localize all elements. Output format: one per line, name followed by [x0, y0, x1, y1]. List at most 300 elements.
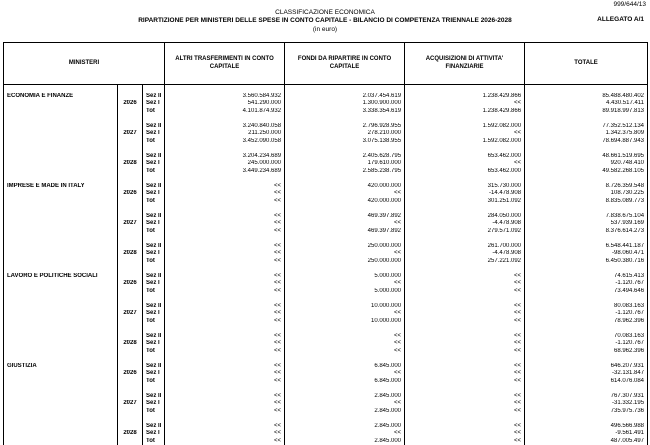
- section-cell: Sez I: [143, 400, 165, 408]
- section-cell: Sez I: [143, 280, 165, 288]
- totale-cell: -98.060.471: [525, 250, 648, 258]
- table-row: [4, 130, 648, 138]
- totale-cell: 537.939.169: [525, 220, 648, 228]
- spacer-cell: [143, 85, 165, 93]
- ministry-name-cell: [4, 370, 118, 378]
- section-cell: Tot: [143, 288, 165, 296]
- altri-trasferimenti-cell: <<: [165, 288, 285, 296]
- fondi-ripartire-cell: <<: [285, 430, 405, 438]
- acquisizioni-cell: <<: [405, 348, 525, 356]
- acquisizioni-cell: <<: [405, 438, 525, 445]
- fondi-ripartire-cell: <<: [285, 333, 405, 341]
- totale-cell: 68.962.396: [525, 348, 648, 356]
- totale-cell: -1.120.767: [525, 340, 648, 348]
- altri-trasferimenti-cell: <<: [165, 183, 285, 191]
- year-cell: [118, 123, 143, 131]
- spacer-cell: [143, 325, 165, 333]
- spacer-cell: [285, 355, 405, 363]
- table-row: [4, 138, 648, 146]
- spacer-cell: [405, 205, 525, 213]
- spacer-row: [4, 415, 648, 423]
- year-cell: [118, 198, 143, 206]
- spacer-cell: [165, 415, 285, 423]
- fondi-ripartire-cell: <<: [285, 340, 405, 348]
- year-cell: [118, 108, 143, 116]
- spacer-cell: [405, 265, 525, 273]
- table-row: [4, 123, 648, 131]
- spacer-cell: [405, 355, 525, 363]
- year-cell: [118, 168, 143, 176]
- spacer-cell: [143, 355, 165, 363]
- section-cell: Sez I: [143, 340, 165, 348]
- spacer-cell: [118, 385, 143, 393]
- table-row: [4, 363, 648, 371]
- spacer-cell: [4, 325, 118, 333]
- section-cell: Tot: [143, 108, 165, 116]
- spacer-cell: [165, 235, 285, 243]
- spacer-cell: [285, 175, 405, 183]
- spacer-cell: [143, 205, 165, 213]
- year-cell: 2026: [118, 370, 143, 378]
- altri-trasferimenti-cell: <<: [165, 363, 285, 371]
- spacer-cell: [285, 415, 405, 423]
- altri-trasferimenti-cell: <<: [165, 310, 285, 318]
- ministry-name-cell: [4, 430, 118, 438]
- ministry-name-cell: [4, 310, 118, 318]
- acquisizioni-cell: <<: [405, 130, 525, 138]
- ministry-name-cell: [4, 250, 118, 258]
- spacer-cell: [285, 325, 405, 333]
- altri-trasferimenti-cell: <<: [165, 213, 285, 221]
- table-row: [4, 303, 648, 311]
- ministry-name-cell: [4, 138, 118, 146]
- totale-cell: -31.332.195: [525, 400, 648, 408]
- year-cell: [118, 213, 143, 221]
- spacer-row: [4, 175, 648, 183]
- totale-cell: 48.661.519.695: [525, 153, 648, 161]
- fondi-ripartire-cell: 2.037.454.619: [285, 93, 405, 101]
- spacer-cell: [118, 115, 143, 123]
- acquisizioni-cell: <<: [405, 333, 525, 341]
- totale-cell: 614.076.084: [525, 378, 648, 386]
- spacer-cell: [405, 175, 525, 183]
- spacer-cell: [118, 175, 143, 183]
- spacer-cell: [405, 415, 525, 423]
- spacer-cell: [4, 415, 118, 423]
- section-cell: Sez I: [143, 370, 165, 378]
- table-row: [4, 250, 648, 258]
- totale-cell: 4.430.517.411: [525, 100, 648, 108]
- spacer-cell: [143, 115, 165, 123]
- spacer-cell: [405, 145, 525, 153]
- totale-cell: 108.730.225: [525, 190, 648, 198]
- altri-trasferimenti-cell: 3.452.090.058: [165, 138, 285, 146]
- year-cell: [118, 153, 143, 161]
- totale-cell: 1.342.375.809: [525, 130, 648, 138]
- acquisizioni-cell: <<: [405, 408, 525, 416]
- year-cell: 2027: [118, 400, 143, 408]
- fondi-ripartire-cell: <<: [285, 310, 405, 318]
- totale-cell: 74.615.413: [525, 273, 648, 281]
- spacer-cell: [405, 385, 525, 393]
- section-cell: Tot: [143, 138, 165, 146]
- spacer-cell: [4, 265, 118, 273]
- altri-trasferimenti-cell: 3.204.234.689: [165, 153, 285, 161]
- table-row: [4, 430, 648, 438]
- acquisizioni-cell: <<: [405, 160, 525, 168]
- document-header: [0, 9, 650, 34]
- year-cell: 2027: [118, 130, 143, 138]
- year-cell: [118, 258, 143, 266]
- ministry-name-cell: [4, 393, 118, 401]
- spacer-cell: [525, 385, 648, 393]
- year-cell: [118, 348, 143, 356]
- fondi-ripartire-cell: 250.000.000: [285, 258, 405, 266]
- table-row: [4, 183, 648, 191]
- table-row: [4, 310, 648, 318]
- altri-trasferimenti-cell: 3.560.584.932: [165, 93, 285, 101]
- spacer-cell: [118, 85, 143, 93]
- fondi-ripartire-cell: <<: [285, 348, 405, 356]
- acquisizioni-cell: <<: [405, 370, 525, 378]
- spacer-cell: [143, 295, 165, 303]
- year-cell: 2028: [118, 430, 143, 438]
- ministry-name-cell: [4, 378, 118, 386]
- acquisizioni-cell: 315.730.000: [405, 183, 525, 191]
- spacer-cell: [118, 355, 143, 363]
- totale-cell: 89.918.997.813: [525, 108, 648, 116]
- section-cell: Sez I: [143, 190, 165, 198]
- spacer-cell: [118, 295, 143, 303]
- section-cell: Sez I: [143, 310, 165, 318]
- altri-trasferimenti-cell: <<: [165, 228, 285, 236]
- ministry-name-cell: [4, 213, 118, 221]
- section-cell: Sez II: [143, 303, 165, 311]
- table-row: [4, 318, 648, 326]
- allegato-label: ALLEGATO A/1: [597, 16, 644, 23]
- fondi-ripartire-cell: <<: [285, 190, 405, 198]
- spacer-cell: [285, 205, 405, 213]
- fondi-ripartire-cell: 1.300.900.000: [285, 100, 405, 108]
- spacer-cell: [525, 295, 648, 303]
- spacer-cell: [143, 235, 165, 243]
- altri-trasferimenti-cell: <<: [165, 393, 285, 401]
- column-header-row: [4, 43, 648, 85]
- spacer-row: [4, 265, 648, 273]
- spacer-cell: [143, 175, 165, 183]
- section-cell: Sez II: [143, 213, 165, 221]
- totale-cell: 487.005.497: [525, 438, 648, 445]
- spacer-row: [4, 385, 648, 393]
- spacer-cell: [165, 355, 285, 363]
- fondi-ripartire-cell: 2.796.928.955: [285, 123, 405, 131]
- table-row: [4, 258, 648, 266]
- acquisizioni-cell: 1.592.082.000: [405, 138, 525, 146]
- col-header-altri-trasferimenti: ALTRI TRASFERIMENTI IN CONTO CAPITALE: [165, 43, 285, 85]
- spacer-cell: [118, 205, 143, 213]
- fondi-ripartire-cell: <<: [285, 400, 405, 408]
- table-row: [4, 423, 648, 431]
- section-cell: Sez II: [143, 243, 165, 251]
- unit-label: (in euro): [0, 26, 650, 34]
- totale-cell: 6.450.380.716: [525, 258, 648, 266]
- year-cell: [118, 378, 143, 386]
- spacer-cell: [143, 385, 165, 393]
- spacer-cell: [4, 115, 118, 123]
- spacer-cell: [143, 145, 165, 153]
- ministry-name-cell: [4, 108, 118, 116]
- table-row: [4, 168, 648, 176]
- acquisizioni-cell: <<: [405, 378, 525, 386]
- ministry-name-cell: [4, 198, 118, 206]
- acquisizioni-cell: -14.478.908: [405, 190, 525, 198]
- totale-cell: 8.726.359.548: [525, 183, 648, 191]
- totale-cell: -1.120.767: [525, 280, 648, 288]
- year-cell: 2027: [118, 220, 143, 228]
- spacer-cell: [165, 145, 285, 153]
- spacer-cell: [405, 85, 525, 93]
- spacer-cell: [525, 175, 648, 183]
- spacer-row: [4, 85, 648, 93]
- acquisizioni-cell: 1.592.082.000: [405, 123, 525, 131]
- altri-trasferimenti-cell: 245.000.000: [165, 160, 285, 168]
- spacer-cell: [118, 265, 143, 273]
- table-row: [4, 348, 648, 356]
- ministry-name-cell: [4, 408, 118, 416]
- section-cell: Sez I: [143, 250, 165, 258]
- ministry-name-cell: GIUSTIZIA: [4, 363, 118, 371]
- spacer-cell: [525, 115, 648, 123]
- col-header-ministeri: MINISTERI: [4, 43, 165, 85]
- fondi-ripartire-cell: 278.210.000: [285, 130, 405, 138]
- spacer-cell: [285, 145, 405, 153]
- spacer-cell: [118, 325, 143, 333]
- section-cell: Sez II: [143, 273, 165, 281]
- spacer-cell: [4, 355, 118, 363]
- totale-cell: 70.083.163: [525, 333, 648, 341]
- year-cell: [118, 243, 143, 251]
- altri-trasferimenti-cell: <<: [165, 190, 285, 198]
- totale-cell: 80.083.163: [525, 303, 648, 311]
- section-cell: Sez II: [143, 153, 165, 161]
- acquisizioni-cell: 261.700.000: [405, 243, 525, 251]
- fondi-ripartire-cell: 2.845.000: [285, 393, 405, 401]
- year-cell: 2026: [118, 190, 143, 198]
- table-row: [4, 108, 648, 116]
- totale-cell: 78.694.887.943: [525, 138, 648, 146]
- table-row: [4, 333, 648, 341]
- fondi-ripartire-cell: 2.405.628.795: [285, 153, 405, 161]
- fondi-ripartire-cell: 420.000.000: [285, 183, 405, 191]
- altri-trasferimenti-cell: <<: [165, 273, 285, 281]
- section-cell: Sez II: [143, 183, 165, 191]
- section-cell: Sez I: [143, 130, 165, 138]
- acquisizioni-cell: -4.478.908: [405, 220, 525, 228]
- spacer-cell: [525, 325, 648, 333]
- spacer-cell: [4, 205, 118, 213]
- altri-trasferimenti-cell: <<: [165, 400, 285, 408]
- section-cell: Tot: [143, 168, 165, 176]
- totale-cell: 920.748.410: [525, 160, 648, 168]
- classification-title: CLASSIFICAZIONE ECONOMICA: [0, 9, 650, 17]
- fondi-ripartire-cell: <<: [285, 370, 405, 378]
- spacer-cell: [405, 325, 525, 333]
- spacer-row: [4, 355, 648, 363]
- col-header-fondi-ripartire: FONDI DA RIPARTIRE IN CONTO CAPITALE: [285, 43, 405, 85]
- spacer-cell: [165, 115, 285, 123]
- spacer-row: [4, 295, 648, 303]
- year-cell: [118, 288, 143, 296]
- totale-cell: 49.582.268.105: [525, 168, 648, 176]
- altri-trasferimenti-cell: <<: [165, 340, 285, 348]
- altri-trasferimenti-cell: <<: [165, 318, 285, 326]
- section-cell: Tot: [143, 228, 165, 236]
- totale-cell: -9.561.491: [525, 430, 648, 438]
- altri-trasferimenti-cell: <<: [165, 333, 285, 341]
- ministry-name-cell: [4, 258, 118, 266]
- spacer-cell: [405, 115, 525, 123]
- spacer-row: [4, 325, 648, 333]
- table-title: RIPARTIZIONE PER MINISTERI DELLE SPESE IN CONTO CAPITALE - BILANCIO DI COMPETENZA TRIENNALE 2026-2028: [0, 17, 650, 25]
- altri-trasferimenti-cell: <<: [165, 408, 285, 416]
- table-row: [4, 160, 648, 168]
- table-row: [4, 198, 648, 206]
- fondi-ripartire-cell: 3.338.354.619: [285, 108, 405, 116]
- acquisizioni-cell: <<: [405, 430, 525, 438]
- acquisizioni-cell: 1.238.429.866: [405, 108, 525, 116]
- year-cell: [118, 333, 143, 341]
- totale-cell: 8.376.614.273: [525, 228, 648, 236]
- spacer-cell: [525, 145, 648, 153]
- totale-cell: 646.207.931: [525, 363, 648, 371]
- spacer-cell: [285, 235, 405, 243]
- table-row: [4, 220, 648, 228]
- acquisizioni-cell: <<: [405, 280, 525, 288]
- spacer-cell: [165, 385, 285, 393]
- ministry-name-cell: [4, 423, 118, 431]
- year-cell: 2028: [118, 160, 143, 168]
- acquisizioni-cell: <<: [405, 363, 525, 371]
- fondi-ripartire-cell: 469.397.892: [285, 228, 405, 236]
- year-cell: [118, 363, 143, 371]
- year-cell: [118, 423, 143, 431]
- totale-cell: 767.307.931: [525, 393, 648, 401]
- section-cell: Tot: [143, 258, 165, 266]
- acquisizioni-cell: <<: [405, 303, 525, 311]
- altri-trasferimenti-cell: 541.290.000: [165, 100, 285, 108]
- acquisizioni-cell: <<: [405, 100, 525, 108]
- totale-cell: 8.835.089.773: [525, 198, 648, 206]
- year-cell: [118, 318, 143, 326]
- section-cell: Tot: [143, 378, 165, 386]
- table-row: [4, 288, 648, 296]
- fondi-ripartire-cell: 10.000.000: [285, 318, 405, 326]
- spacer-cell: [165, 205, 285, 213]
- spacer-cell: [165, 265, 285, 273]
- year-cell: 2026: [118, 100, 143, 108]
- spacer-row: [4, 235, 648, 243]
- fondi-ripartire-cell: 5.000.000: [285, 273, 405, 281]
- altri-trasferimenti-cell: <<: [165, 348, 285, 356]
- table-row: [4, 378, 648, 386]
- table-row: [4, 243, 648, 251]
- table-row: [4, 190, 648, 198]
- spacer-cell: [405, 295, 525, 303]
- spacer-cell: [4, 85, 118, 93]
- spacer-cell: [525, 235, 648, 243]
- totale-cell: 7.838.675.104: [525, 213, 648, 221]
- altri-trasferimenti-cell: <<: [165, 370, 285, 378]
- spacer-cell: [4, 235, 118, 243]
- ministry-name-cell: [4, 153, 118, 161]
- ministry-name-cell: [4, 228, 118, 236]
- acquisizioni-cell: 653.462.000: [405, 153, 525, 161]
- spacer-cell: [285, 115, 405, 123]
- ministry-name-cell: [4, 400, 118, 408]
- ministry-name-cell: [4, 190, 118, 198]
- section-cell: Tot: [143, 408, 165, 416]
- table-row: [4, 213, 648, 221]
- fondi-ripartire-cell: 3.075.138.955: [285, 138, 405, 146]
- altri-trasferimenti-cell: 211.250.000: [165, 130, 285, 138]
- year-cell: 2027: [118, 310, 143, 318]
- spacer-cell: [285, 85, 405, 93]
- ministry-name-cell: [4, 100, 118, 108]
- ministry-name-cell: [4, 123, 118, 131]
- acquisizioni-cell: <<: [405, 340, 525, 348]
- acquisizioni-cell: 301.251.092: [405, 198, 525, 206]
- section-cell: Sez I: [143, 220, 165, 228]
- section-cell: Tot: [143, 198, 165, 206]
- altri-trasferimenti-cell: <<: [165, 243, 285, 251]
- spacer-cell: [525, 265, 648, 273]
- year-cell: 2028: [118, 250, 143, 258]
- ministry-name-cell: [4, 318, 118, 326]
- section-cell: Sez II: [143, 423, 165, 431]
- year-cell: [118, 408, 143, 416]
- ministry-name-cell: [4, 130, 118, 138]
- fondi-ripartire-cell: 2.585.238.795: [285, 168, 405, 176]
- acquisizioni-cell: <<: [405, 318, 525, 326]
- section-cell: Sez II: [143, 393, 165, 401]
- altri-trasferimenti-cell: <<: [165, 303, 285, 311]
- table-row: [4, 93, 648, 101]
- section-cell: Sez II: [143, 93, 165, 101]
- spacer-cell: [118, 415, 143, 423]
- table-body: [4, 85, 648, 445]
- section-cell: Tot: [143, 438, 165, 445]
- fondi-ripartire-cell: 179.610.000: [285, 160, 405, 168]
- spacer-cell: [165, 325, 285, 333]
- spacer-cell: [285, 265, 405, 273]
- ministry-name-cell: [4, 243, 118, 251]
- totale-cell: 735.975.736: [525, 408, 648, 416]
- spacer-cell: [143, 265, 165, 273]
- altri-trasferimenti-cell: <<: [165, 423, 285, 431]
- section-cell: Sez II: [143, 333, 165, 341]
- year-cell: 2026: [118, 280, 143, 288]
- spacer-cell: [165, 85, 285, 93]
- totale-cell: -1.120.767: [525, 310, 648, 318]
- year-cell: [118, 93, 143, 101]
- year-cell: 2028: [118, 340, 143, 348]
- fondi-ripartire-cell: 2.845.000: [285, 408, 405, 416]
- fondi-ripartire-cell: <<: [285, 250, 405, 258]
- spacer-cell: [118, 235, 143, 243]
- ministry-name-cell: [4, 168, 118, 176]
- fondi-ripartire-cell: 250.000.000: [285, 243, 405, 251]
- year-cell: [118, 273, 143, 281]
